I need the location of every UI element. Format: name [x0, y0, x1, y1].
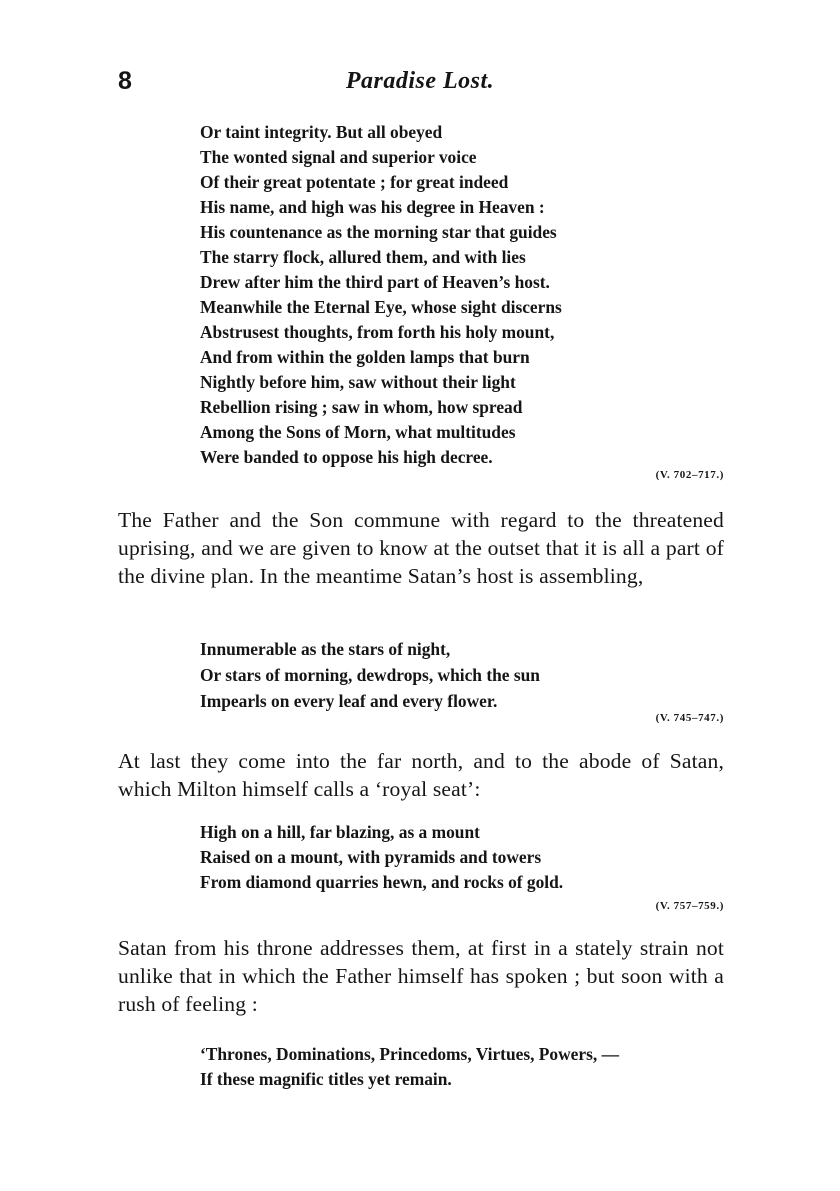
verse-line: Drew after him the third part of Heaven’s host.: [200, 272, 550, 292]
verse-line: Impearls on every leaf and every flower.: [200, 691, 498, 711]
verse-line: Rebellion rising ; saw in whom, how spread: [200, 397, 523, 417]
prose-paragraph: The Father and the Son commune with regard to the threatened uprising, and we are given to know at the outset that it is all a part of the divine plan. In the meantime Satan’s host is assembling,: [118, 508, 724, 588]
verse-line: Raised on a mount, with pyramids and towers: [200, 847, 542, 867]
verse-line: ‘Thrones, Dominations, Princedoms, Virtues, Powers, —: [200, 1044, 619, 1064]
verse-line: Among the Sons of Morn, what multitudes: [200, 422, 516, 442]
verse-line: Abstrusest thoughts, from forth his holy mount,: [200, 322, 555, 342]
verse-citation: (V. 702–717.): [655, 469, 724, 481]
verse-line: High on a hill, far blazing, as a mount: [200, 822, 480, 842]
page-number: 8: [118, 67, 132, 95]
prose-paragraph: Satan from his throne addresses them, at first in a stately strain not unlike that in which the Father himself has spoken ; but soon with a rush of feeling :: [118, 936, 724, 1016]
verse-line: If these magnific titles yet remain.: [200, 1069, 452, 1089]
verse-line: The starry flock, allured them, and with lies: [200, 247, 526, 267]
verse-line: The wonted signal and superior voice: [200, 147, 477, 167]
verse-line: His name, and high was his degree in Heaven :: [200, 197, 545, 217]
running-title: Paradise Lost.: [345, 68, 495, 94]
verse-citation: (V. 745–747.): [655, 712, 724, 724]
verse-passage: [200, 120, 562, 470]
verse-line: From diamond quarries hewn, and rocks of gold.: [200, 872, 564, 892]
verse-passage: [200, 1042, 619, 1092]
verse-line: Were banded to oppose his high decree.: [200, 447, 493, 467]
verse-line: And from within the golden lamps that burn: [200, 347, 530, 367]
verse-citation: (V. 757–759.): [655, 900, 724, 912]
verse-line: Innumerable as the stars of night,: [200, 639, 451, 659]
verse-passage: [200, 636, 540, 714]
prose-paragraph: At last they come into the far north, and to the abode of Satan, which Milton himself calls a ‘royal seat’:: [118, 749, 724, 801]
verse-line: Or stars of morning, dewdrops, which the sun: [200, 665, 540, 685]
verse-line: Nightly before him, saw without their light: [200, 372, 516, 392]
verse-passage: [200, 820, 563, 895]
verse-line: Meanwhile the Eternal Eye, whose sight discerns: [200, 297, 562, 317]
verse-line: Of their great potentate ; for great indeed: [200, 172, 509, 192]
verse-line: His countenance as the morning star that guides: [200, 222, 557, 242]
verse-line: Or taint integrity. But all obeyed: [200, 122, 443, 142]
